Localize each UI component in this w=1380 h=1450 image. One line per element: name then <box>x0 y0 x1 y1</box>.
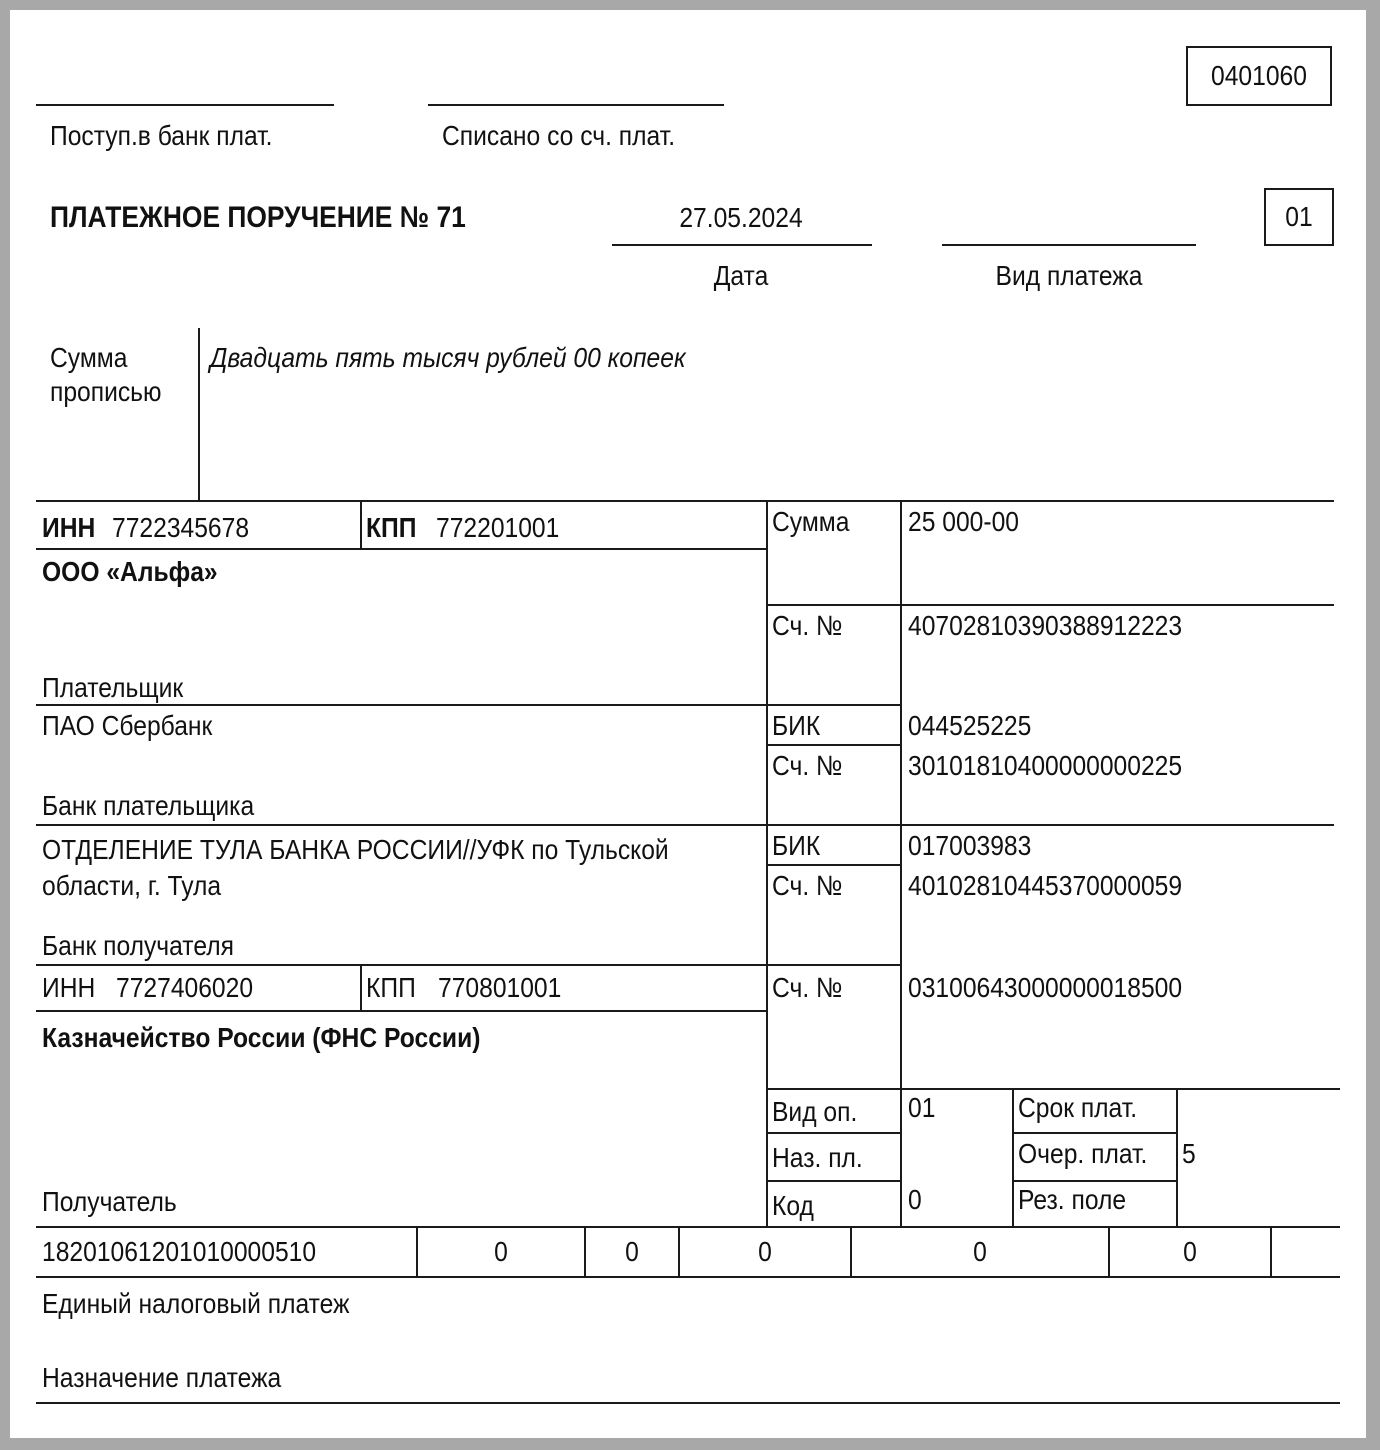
payment-type-line <box>942 244 1196 246</box>
rule-payee-bank <box>36 964 902 966</box>
form-code-box <box>1186 46 1332 106</box>
tax-divider-3 <box>678 1226 680 1278</box>
payee-kpp-label: КПП <box>366 972 416 1003</box>
debited-line <box>428 104 724 106</box>
col-divider-1 <box>766 500 768 1228</box>
tax-field-3: 0 <box>758 1236 772 1267</box>
code-label: Код <box>772 1190 814 1221</box>
tax-divider-5 <box>1108 1226 1110 1278</box>
tax-divider-2 <box>584 1226 586 1278</box>
document-title: ПЛАТЕЖНОЕ ПОРУЧЕНИЕ № 71 <box>50 201 466 234</box>
purpose-label: Назначение платежа <box>42 1362 282 1393</box>
amount-words-value: Двадцать пять тысяч рублей 00 копеек <box>210 342 686 373</box>
tax-field-1: 0 <box>494 1236 508 1267</box>
payer-account-label: Сч. № <box>772 610 843 641</box>
op-type: 01 <box>908 1092 936 1123</box>
payee-bank-corr-account: 40102810445370000059 <box>908 870 1183 901</box>
status-code-box <box>1264 188 1334 246</box>
amount-words-divider <box>198 328 200 502</box>
payer-bank-bik-label: БИК <box>772 710 821 741</box>
priority-value: 5 <box>1182 1138 1196 1169</box>
payer-bank-name: ПАО Сбербанк <box>42 710 213 741</box>
received-label: Поступ.в банк плат. <box>50 120 273 151</box>
payee-bank-name-1: ОТДЕЛЕНИЕ ТУЛА БАНКА РОССИИ//УФК по Тульской <box>42 834 669 865</box>
status-code: 01 <box>1285 201 1313 232</box>
tax-divider-6 <box>1270 1226 1272 1278</box>
payer-bank-corr-account: 30101810400000000225 <box>908 750 1183 781</box>
tax-field-5: 0 <box>1183 1236 1197 1267</box>
payer-name: ООО «Альфа» <box>42 556 218 587</box>
amount-words-label-1: Сумма <box>50 342 128 373</box>
rule-payee-inn <box>36 1010 766 1012</box>
payee-inn-label: ИНН <box>42 972 96 1003</box>
date-line <box>612 244 872 246</box>
rule-amount <box>766 604 1334 606</box>
op-divider-1 <box>1012 1088 1014 1228</box>
payer-account: 40702810390388912223 <box>908 610 1183 641</box>
rule-payer-bank <box>36 824 1334 826</box>
payer-kpp-divider <box>360 500 362 550</box>
col-divider-2 <box>900 500 902 1228</box>
rule-op1-left <box>766 1132 902 1134</box>
payer-bank-corr-label: Сч. № <box>772 750 843 781</box>
payee-bank-label: Банк получателя <box>42 930 234 961</box>
rule-bik1 <box>766 744 902 746</box>
payer-kpp: 772201001 <box>436 512 560 543</box>
date-label: Дата <box>713 260 769 291</box>
received-line <box>36 104 334 106</box>
form-code: 0401060 <box>1211 60 1307 91</box>
payee-bank-bik: 017003983 <box>908 830 1032 861</box>
payer-bank-label: Банк плательщика <box>42 790 255 821</box>
payment-order-form <box>10 10 1366 1438</box>
tax-field-4: 0 <box>973 1236 987 1267</box>
payee-name: Казначейство России (ФНС России) <box>42 1022 481 1053</box>
rule-op2-right <box>1012 1180 1176 1182</box>
due-label: Срок плат. <box>1018 1092 1138 1123</box>
rule-top <box>36 500 1334 502</box>
rule-tax <box>36 1276 1340 1278</box>
amount-words-label-2: прописью <box>50 376 162 407</box>
payer-inn: 7722345678 <box>112 512 250 543</box>
payee-account-label: Сч. № <box>772 972 843 1003</box>
payee-kpp-divider <box>360 964 362 1012</box>
rule-op2-left <box>766 1180 902 1182</box>
payer-label: Плательщик <box>42 672 184 703</box>
payee-inn: 7727406020 <box>116 972 254 1003</box>
rule-operation <box>766 1088 1340 1090</box>
code-value: 0 <box>908 1184 922 1215</box>
debited-label: Списано со сч. плат. <box>442 120 676 151</box>
rule-op1-right <box>1012 1132 1176 1134</box>
payer-bank-bik: 044525225 <box>908 710 1032 741</box>
tax-field-2: 0 <box>625 1236 639 1267</box>
rule-payer-inn <box>36 548 766 550</box>
payee-bank-bik-label: БИК <box>772 830 821 861</box>
payee-label: Получатель <box>42 1186 177 1217</box>
amount-value: 25 000-00 <box>908 506 1019 537</box>
tax-divider-1 <box>416 1226 418 1278</box>
tax-kbk: 18201061201010000510 <box>42 1236 317 1267</box>
rule-bottom <box>36 1402 1340 1404</box>
payee-bank-name-2: области, г. Тула <box>42 870 222 901</box>
purpose-text: Единый налоговый платеж <box>42 1288 350 1319</box>
payee-bank-corr-label: Сч. № <box>772 870 843 901</box>
payee-account: 03100643000000018500 <box>908 972 1183 1003</box>
reserve-label: Рез. поле <box>1018 1184 1127 1215</box>
rule-payee <box>36 1226 1340 1228</box>
payee-kpp: 770801001 <box>438 972 562 1003</box>
rule-bik2 <box>766 864 902 866</box>
priority-label: Очер. плат. <box>1018 1138 1148 1169</box>
payment-type-label: Вид платежа <box>995 260 1143 291</box>
op-divider-2 <box>1176 1088 1178 1228</box>
op-type-label: Вид оп. <box>772 1096 858 1127</box>
tax-divider-4 <box>850 1226 852 1278</box>
payer-kpp-label: КПП <box>366 512 417 543</box>
amount-label: Сумма <box>772 506 850 537</box>
date-value: 27.05.2024 <box>679 202 803 233</box>
payer-inn-label: ИНН <box>42 512 96 543</box>
purpose-code-label: Наз. пл. <box>772 1142 863 1173</box>
rule-payer <box>36 704 902 706</box>
